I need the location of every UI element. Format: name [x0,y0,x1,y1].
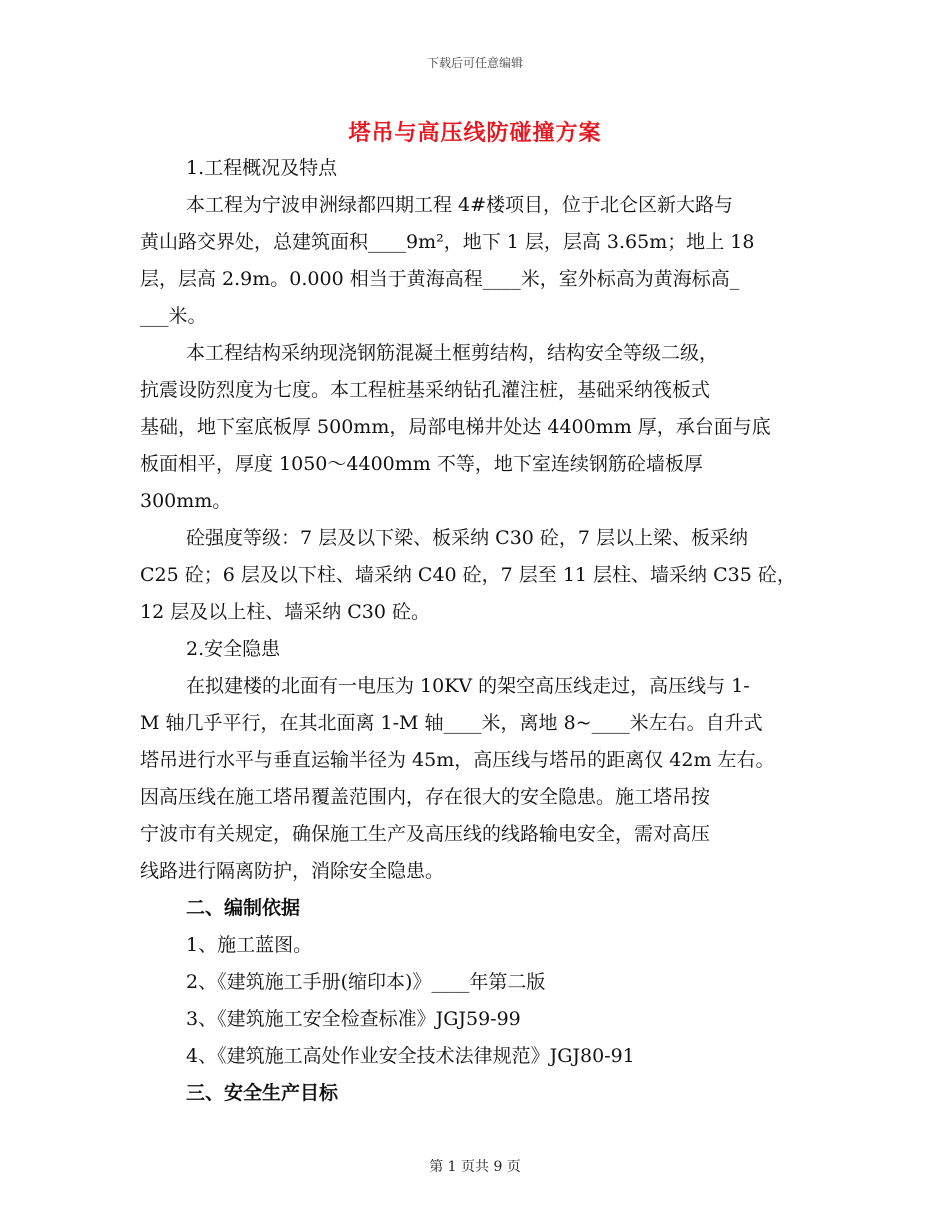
paragraph-line: C25 砼；6 层及以下柱、墙采纳 C40 砼，7 层至 11 层柱、墙采纳 C35 砼， [140,564,796,586]
paragraph-line: 黄山路交界处，总建筑面积____9m²，地下 1 层，层高 3.65m；地上 18 [140,231,755,253]
paragraph-line: 因高压线在施工塔吊覆盖范围内，存在很大的安全隐患。施工塔吊按 [140,786,711,808]
paragraph-line: 本工程为宁波申洲绿都四期工程 4#楼项目，位于北仑区新大路与 [186,194,734,216]
paragraph-line: M 轴几乎平行，在其北面离 1-M 轴____米，离地 8~____米左右。自升式 [140,712,763,734]
paragraph-line: 本工程结构采纳现浇钢筋混凝土框剪结构，结构安全等级二级， [186,342,719,364]
paragraph-line: ___米。 [140,305,207,327]
paragraph-line: 12 层及以上柱、墙采纳 C30 砼。 [140,601,431,623]
page-footer: 第 1 页共 9 页 [429,1159,521,1175]
paragraph-line: 砼强度等级：7 层及以下梁、板采纳 C30 砼，7 层以上梁、板采纳 [186,527,749,549]
paragraph-line: 板面相平，厚度 1050～4400mm 不等，地下室连续钢筋砼墙板厚 [140,453,703,475]
paragraph-line: 宁波市有关规定，确保施工生产及高压线的线路输电安全，需对高压 [140,823,711,845]
paragraph-line: 1.工程概况及特点 [186,157,338,179]
list-item: 2、《建筑施工手册(缩印本)》____年第二版 [186,971,546,993]
paragraph-line: 在拟建楼的北面有一电压为 10KV 的架空高压线走过，高压线与 1- [186,675,750,697]
list-item: 3、《建筑施工安全检查标准》JGJ59-99 [186,1008,521,1030]
paragraph-line: 塔吊进行水平与垂直运输半径为 45m，高压线与塔吊的距离仅 42m 左右。 [140,749,775,771]
section-heading: 2.安全隐患 [186,638,281,660]
document-title: 塔吊与高压线防碰撞方案 [348,120,602,146]
paragraph-line: 基础，地下室底板厚 500mm，局部电梯井处达 4400mm 厚，承台面与底 [140,416,771,438]
list-item: 1、施工蓝图。 [186,934,313,956]
paragraph-line: 300mm。 [140,490,232,512]
document-body [140,150,820,1112]
list-item: 4、《建筑施工高处作业安全技术法律规范》JGJ80-91 [186,1045,635,1067]
paragraph-line: 抗震设防烈度为七度。本工程桩基采纳钻孔灌注桩，基础采纳筏板式 [140,379,711,401]
page-header: 下载后可任意编辑 [426,56,523,70]
section-heading: 二、编制依据 [186,897,301,919]
paragraph-line: 层，层高 2.9m。0.000 相当于黄海高程____米，室外标高为黄海标高_ [140,268,740,290]
paragraph-line: 线路进行隔离防护，消除安全隐患。 [140,860,445,882]
section-heading: 三、安全生产目标 [186,1082,339,1104]
